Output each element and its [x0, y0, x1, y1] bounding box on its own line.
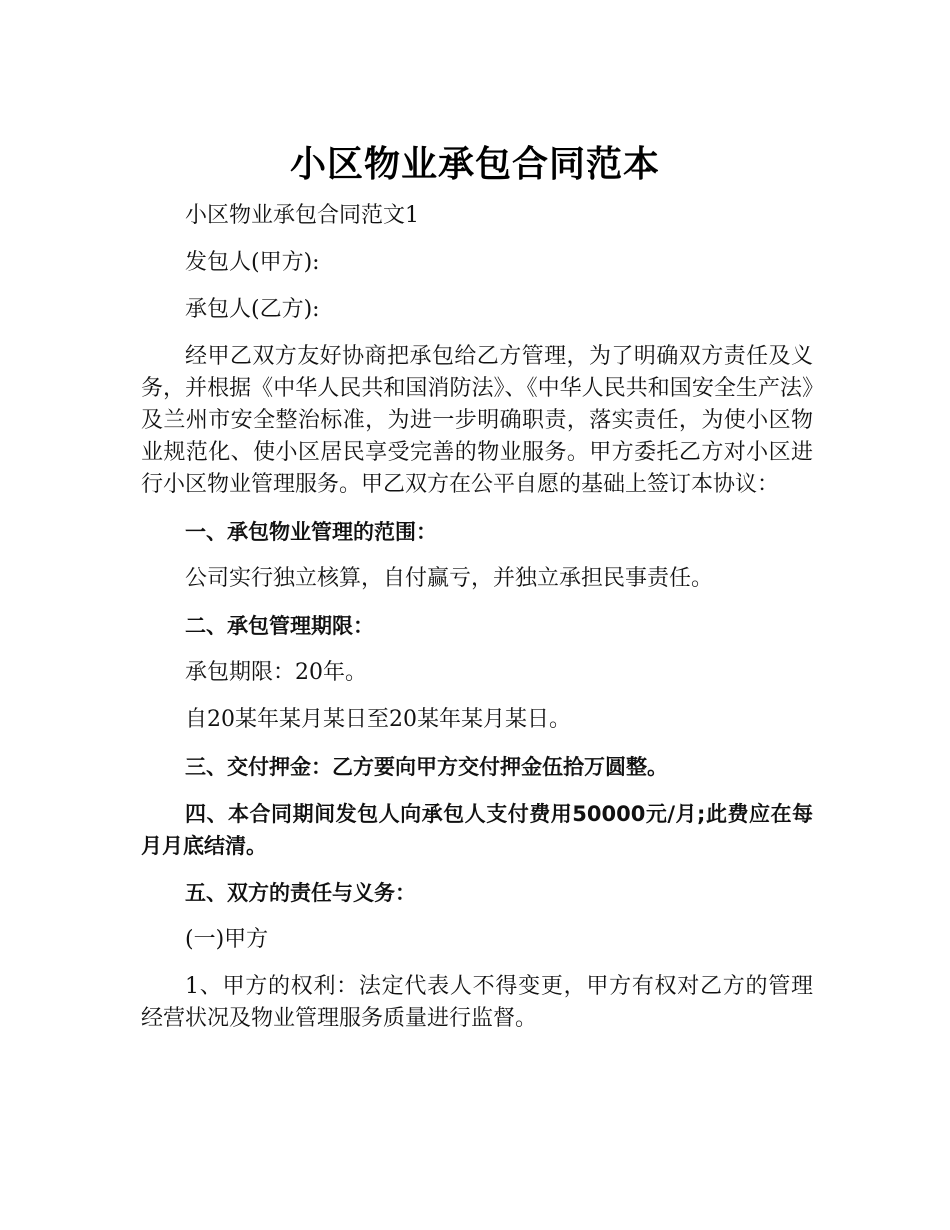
paragraph-9: 1、甲方的权利：法定代表人不得变更，甲方有权对乙方的管理经营状况及物业管理服务质量进行监督。	[141, 974, 813, 1031]
page-title: 小区物业承包合同范本	[289, 144, 660, 186]
paragraph-5: 公司实行独立核算，自付赢亏，并独立承担民事责任。	[185, 566, 714, 591]
paragraph-1: 小区物业承包合同范文1	[185, 203, 419, 228]
paragraph-7: 自20某年某月某日至20某年某月某日。	[185, 707, 571, 732]
section-heading-1: 一、承包物业管理的范围：	[185, 520, 437, 544]
paragraph-8: (一)甲方	[185, 927, 269, 952]
paragraph-4: 经甲乙双方友好协商把承包给乙方管理，为了明确双方责任及义务，并根据《中华人民共和国消防法》、《中华人民共和国安全生产法》及兰州市安全整治标准，为进一步明确职责，落实责任，为使小区物业规范化、使小区居民享受完善的物业服务。甲方委托乙方对小区进行小区物业管理服务。甲乙双方在公平自愿的基础上签订本协议：	[141, 344, 813, 497]
section-heading-4: 四、本合同期间发包人向承包人支付费用50000元/月;此费应在每月月底结清。	[141, 802, 813, 858]
section-heading-5: 五、双方的责任与义务：	[185, 881, 416, 905]
paragraph-3: 承包人(乙方):	[185, 297, 320, 322]
document-body	[141, 200, 813, 1050]
paragraph-2: 发包人(甲方):	[185, 250, 320, 275]
section-heading-3: 三、交付押金：乙方要向甲方交付押金伍拾万圆整。	[185, 755, 668, 779]
section-heading-2: 二、承包管理期限：	[185, 614, 374, 638]
paragraph-6: 承包期限：20年。	[185, 660, 367, 685]
